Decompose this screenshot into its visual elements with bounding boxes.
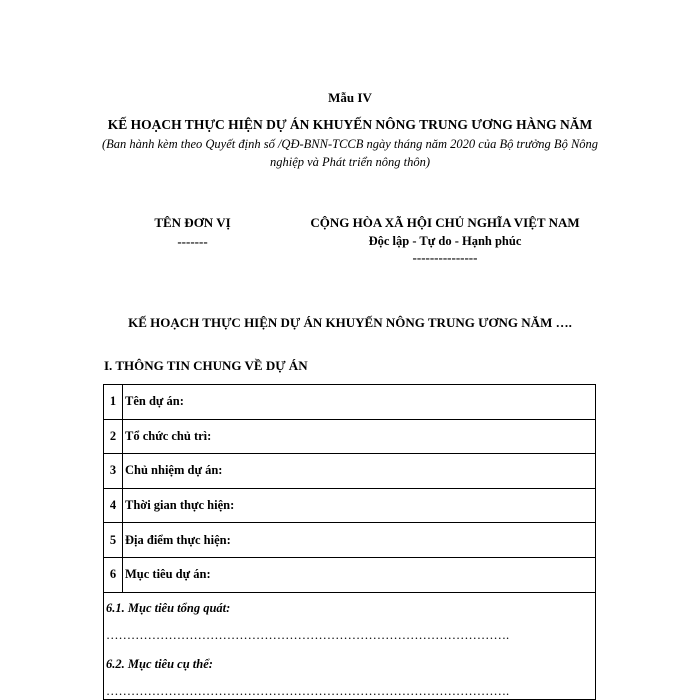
row-number: 4: [104, 488, 123, 523]
plan-title: KẾ HOẠCH THỰC HIỆN DỰ ÁN KHUYẾN NÔNG TRUNG ƯƠNG NĂM ….: [128, 315, 572, 330]
unit-divider: -------: [177, 234, 208, 249]
table-row: [104, 523, 596, 558]
table-row: [104, 419, 596, 454]
national-header: [290, 215, 600, 266]
subtitle: (Ban hành kèm theo Quyết định số /QĐ-BNN-TCCB ngày tháng năm 2020 của Bộ trưởng Bộ Nông nghiệp và Phát triển nông thôn): [101, 137, 599, 169]
row-label: Chủ nhiệm dự án:: [123, 454, 596, 489]
general-objective-blank: …………………………………………………………………………………….: [106, 627, 510, 642]
objectives-cell: [104, 592, 596, 699]
general-objective-heading: 6.1. Mục tiêu tổng quát:: [106, 600, 231, 615]
row-label: Tên dự án:: [123, 385, 596, 420]
row-label: Tổ chức chủ trì:: [123, 419, 596, 454]
table-row: [104, 385, 596, 420]
motto: Độc lập - Tự do - Hạnh phúc: [368, 234, 522, 248]
nation-name: CỘNG HÒA XÃ HỘI CHỦ NGHĨA VIỆT NAM: [310, 215, 580, 230]
row-number: 5: [104, 523, 123, 558]
row-number: 1: [104, 385, 123, 420]
row-number: 3: [104, 454, 123, 489]
table-row: [104, 454, 596, 489]
row-number: 2: [104, 419, 123, 454]
form-code: Mẫu IV: [328, 90, 372, 105]
unit-name: TÊN ĐƠN VỊ: [154, 215, 231, 230]
unit-block: [120, 215, 265, 250]
table-row: [104, 557, 596, 592]
objectives-row: [104, 592, 596, 699]
row-label: Thời gian thực hiện:: [123, 488, 596, 523]
specific-objective-heading: 6.2. Mục tiêu cụ thể:: [106, 656, 213, 671]
section-heading: I. THÔNG TIN CHUNG VỀ DỰ ÁN: [104, 358, 308, 373]
main-title: KẾ HOẠCH THỰC HIỆN DỰ ÁN KHUYẾN NÔNG TRUNG ƯƠNG HÀNG NĂM: [107, 117, 593, 132]
row-label: Địa điểm thực hiện:: [123, 523, 596, 558]
row-label: Mục tiêu dự án:: [123, 557, 596, 592]
project-info-table: [103, 384, 596, 700]
row-number: 6: [104, 557, 123, 592]
motto-divider: ---------------: [412, 250, 478, 265]
table-row: [104, 488, 596, 523]
specific-objective-blank: …………………………………………………………………………………….: [106, 683, 510, 698]
